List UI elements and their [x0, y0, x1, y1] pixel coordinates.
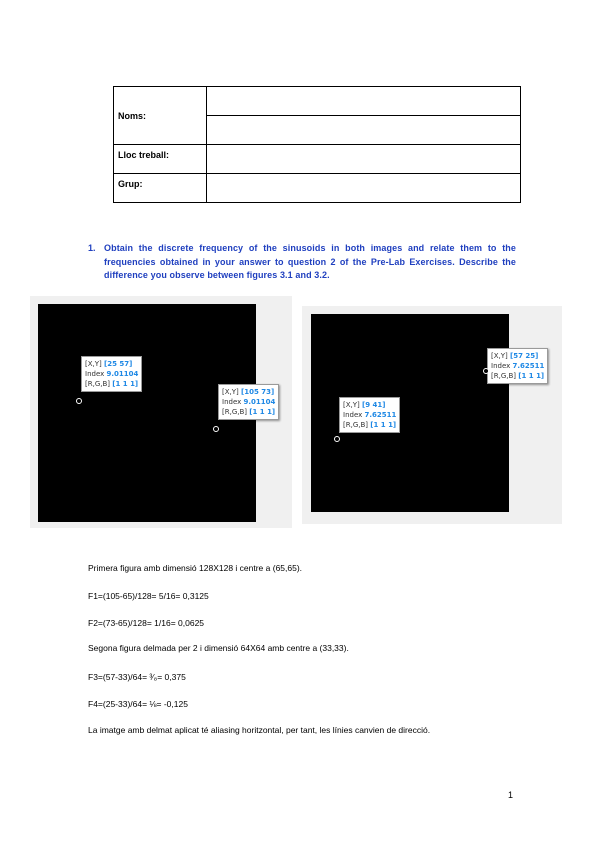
figure-3-2 — [302, 306, 562, 524]
datatip-2[interactable]: [X,Y] [105 73] Index 9.01104 [R,G,B] [1 1 1] — [218, 384, 279, 420]
body-line-2: F1=(105-65)/128= 5/16= 0,3125 — [88, 591, 209, 601]
noms-field-1[interactable] — [207, 87, 521, 116]
datatip-2-marker[interactable] — [213, 426, 219, 432]
body-line-6: F4=(25-33)/64= ⅛= -0,125 — [88, 699, 188, 709]
datatip-1-marker[interactable] — [76, 398, 82, 404]
datatip-4[interactable]: [X,Y] [9 41] Index 7.62511 [R,G,B] [1 1 1] — [339, 397, 400, 433]
question-number: 1. — [88, 243, 96, 253]
body-line-7: La imatge amb delmat aplicat té aliasing horitzontal, per tant, les línies canvien de direcció. — [88, 725, 431, 735]
page-number: 1 — [508, 790, 514, 800]
noms-field-2[interactable] — [207, 116, 521, 145]
datatip-3[interactable]: [X,Y] [57 25] Index 7.62511 [R,G,B] [1 1 1] — [487, 348, 548, 384]
question-text: Obtain the discrete frequency of the sinusoids in both images and relate them to the frequencies obtained in your answer to question 2 of the Pre-Lab Exercises. Describe the difference you observe between figures 3.1 and 3.2. — [104, 243, 516, 280]
noms-label: Noms: — [114, 87, 207, 145]
info-table — [113, 86, 521, 203]
datatip-3-marker[interactable] — [483, 368, 489, 374]
lloc-label: Lloc treball: — [114, 145, 207, 174]
grup-field[interactable] — [207, 174, 521, 203]
body-line-3: F2=(73-65)/128= 1/16= 0,0625 — [88, 618, 205, 628]
body-line-5: F3=(57-33)/64= ³⁄₈= 0,375 — [88, 672, 186, 682]
body-line-4: Segona figura delmada per 2 i dimensió 64X64 amb centre a (33,33). — [88, 643, 349, 653]
body-line-1: Primera figura amb dimensió 128X128 i centre a (65,65). — [88, 563, 303, 573]
datatip-1[interactable]: [X,Y] [25 57] Index 9.01104 [R,G,B] [1 1 1] — [81, 356, 142, 392]
datatip-4-marker[interactable] — [334, 436, 340, 442]
figure-3-1 — [30, 296, 292, 528]
question-1 — [88, 242, 516, 283]
grup-label: Grup: — [114, 174, 207, 203]
lloc-field[interactable] — [207, 145, 521, 174]
